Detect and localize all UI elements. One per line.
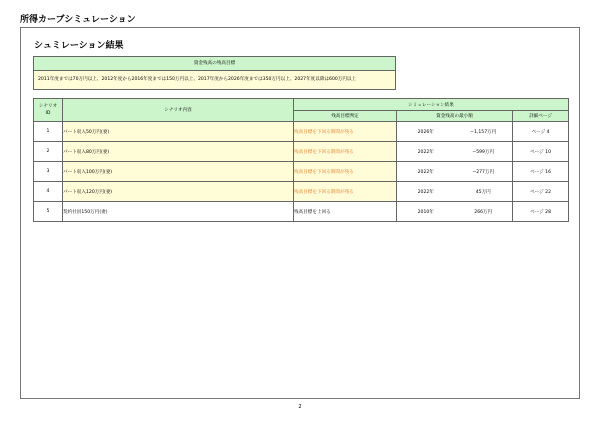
header-scenario-id: シナリオ ID (34, 99, 63, 122)
min-balance-amount: −1,157万円 (470, 129, 497, 135)
scenario-id: 5 (34, 202, 63, 222)
min-balance-cell (397, 122, 513, 142)
min-balance-cell (397, 182, 513, 202)
judgment: 残高目標を上回る (294, 202, 397, 222)
scenario-content: パート収入120万円(妻) (63, 182, 294, 202)
scenario-id: 2 (34, 142, 63, 162)
detail-page-link[interactable]: ページ 4 (513, 122, 569, 142)
detail-page-link[interactable]: ページ 28 (513, 202, 569, 222)
table-row (34, 202, 569, 222)
header-judgment: 残高目標判定 (294, 111, 397, 122)
balance-goal-text: 2011年度までは70万円以上、2012年度から2016年度までは150万円以上、2017年度から2026年度までは350万円以上、2027年度以降は600万円以上 (34, 71, 395, 89)
min-balance-year: 2010年 (417, 209, 434, 215)
detail-page-link[interactable]: ページ 10 (513, 142, 569, 162)
min-balance-cell (397, 142, 513, 162)
scenario-content: パート収入50万円(妻) (63, 122, 294, 142)
scenario-content: 契約社員150万円(妻) (63, 202, 294, 222)
page-frame (20, 27, 580, 399)
table-row (34, 182, 569, 202)
min-balance-amount: 266万円 (474, 209, 493, 215)
min-balance-amount: −599万円 (472, 149, 495, 155)
scenario-content: パート収入100万円(妻) (63, 162, 294, 182)
balance-goal-box (33, 56, 396, 90)
judgment: 残高目標を下回る期間が残る (294, 122, 397, 142)
judgment: 残高目標を下回る期間が残る (294, 162, 397, 182)
header-scenario-content: シナリオ内容 (63, 99, 294, 122)
document-title: 所得カーブシミュレーション (20, 15, 136, 25)
min-balance-year: 2022年 (417, 189, 434, 195)
simulation-results-table (33, 98, 569, 222)
scenario-id: 3 (34, 162, 63, 182)
header-detail-page: 詳細ページ (513, 111, 569, 122)
section-title: シュミレーション結果 (34, 41, 124, 51)
header-simulation-result: シミュレーション結果 (294, 99, 569, 111)
page-number: 2 (298, 404, 302, 410)
scenario-content: パート収入80万円(妻) (63, 142, 294, 162)
detail-page-link[interactable]: ページ 22 (513, 182, 569, 202)
balance-goal-header: 資金残高の残高目標 (34, 57, 395, 71)
min-balance-year: 2026年 (417, 129, 434, 135)
min-balance-amount: −277万円 (472, 169, 495, 175)
min-balance-year: 2022年 (417, 149, 434, 155)
min-balance-amount: 45万円 (475, 189, 491, 195)
judgment: 残高目標を下回る期間が残る (294, 142, 397, 162)
scenario-id: 1 (34, 122, 63, 142)
header-min-balance: 資金残高の最小額 (397, 111, 513, 122)
min-balance-cell (397, 162, 513, 182)
detail-page-link[interactable]: ページ 16 (513, 162, 569, 182)
table-row (34, 142, 569, 162)
table-row (34, 122, 569, 142)
min-balance-cell (397, 202, 513, 222)
min-balance-year: 2022年 (417, 169, 434, 175)
judgment: 残高目標を下回る期間が残る (294, 182, 397, 202)
scenario-id: 4 (34, 182, 63, 202)
table-row (34, 162, 569, 182)
